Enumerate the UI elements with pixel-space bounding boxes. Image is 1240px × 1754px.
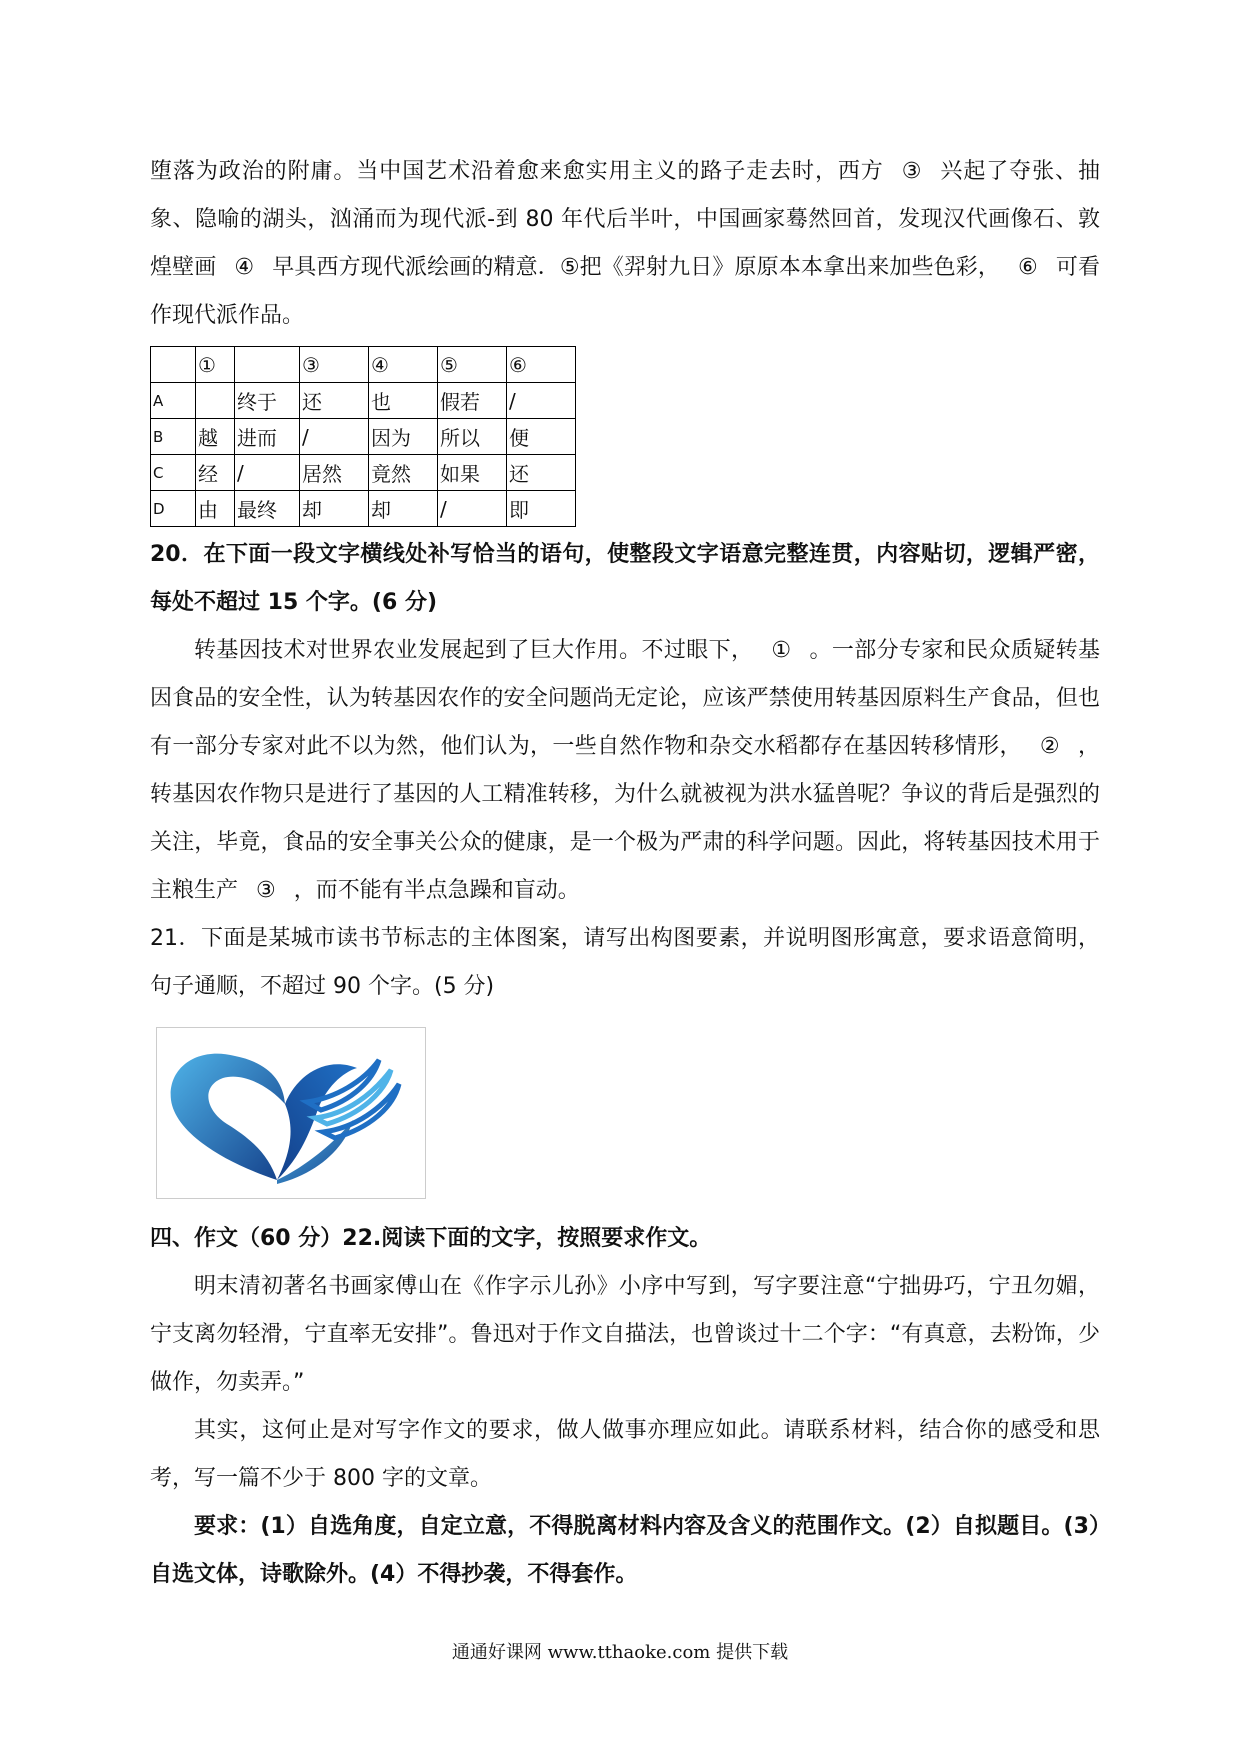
- table-cell: 所以: [438, 419, 507, 455]
- table-cell: /: [235, 455, 300, 491]
- question-21-prompt: 21．下面是某城市读书节标志的主体图案，请写出构图要素，并说明图形寓意，要求语意简明，句子通顺，不超过 90 个字。(5 分): [150, 926, 1100, 999]
- table-cell: 便: [507, 419, 576, 455]
- table-header-row: [151, 347, 576, 383]
- table-cell: 最终: [235, 491, 300, 527]
- reading-festival-logo-image: [156, 1027, 426, 1199]
- table-cell: 假若: [438, 383, 507, 419]
- table-cell: /: [300, 419, 369, 455]
- essay-paragraph-1: 明末清初著名书画家傅山在《作字示儿孙》小序中写到，写字要注意“宁拙毋巧，宁丑勿媚，宁支离勿轻滑，宁直率无安排”。鲁迅对于作文自描法，也曾谈过十二个字：“有真意，去粉饰，少做作，勿卖弄。”: [150, 1274, 1100, 1395]
- options-table: [150, 346, 576, 527]
- table-cell: 也: [369, 383, 438, 419]
- table-cell: 即: [507, 491, 576, 527]
- table-cell: C: [151, 455, 196, 491]
- table-cell: 竟然: [369, 455, 438, 491]
- table-cell: 因为: [369, 419, 438, 455]
- blank-marker: ③: [901, 159, 923, 184]
- table-cell: [235, 347, 300, 383]
- essay-requirements: 要求：(1）自选角度，自定立意，不得脱离材料内容及含义的范围作文。(2）自拟题目。(3）自选文体，诗歌除外。(4）不得抄袭，不得套作。: [150, 1514, 1100, 1587]
- table-cell: [196, 383, 235, 419]
- table-cell: 却: [300, 491, 369, 527]
- table-cell: 终于: [235, 383, 300, 419]
- table-cell: 进而: [235, 419, 300, 455]
- table-cell: A: [151, 383, 196, 419]
- table-cell: B: [151, 419, 196, 455]
- essay-paragraph-2: 其实，这何止是对写字作文的要求，做人做事亦理应如此。请联系材料，结合你的感受和思考，写一篇不少于 800 字的文章。: [150, 1418, 1100, 1491]
- intro-paragraph: 堕落为政治的附庸。当中国艺术沿着愈来愈实用主义的路子走去时，西方 ③ 兴起了夺张、抽象、隐喻的湖头，汹涌而为现代派-到 80 年代后半叶，中国画家蓦然回首，发现汉代画像石、敦煌壁画 ④ 早具西方现代派绘画的精意．⑤把《羿射九日》原原本本拿出来加些色彩， ⑥ 可看作现代派作品。: [150, 159, 1100, 328]
- table-cell: ⑤: [438, 347, 507, 383]
- table-cell: 居然: [300, 455, 369, 491]
- table-cell: /: [507, 383, 576, 419]
- table-cell: ④: [369, 347, 438, 383]
- table-cell: D: [151, 491, 196, 527]
- table-cell: 越: [196, 419, 235, 455]
- table-cell: 由: [196, 491, 235, 527]
- blank-marker: ②: [1039, 734, 1060, 759]
- table-cell: /: [438, 491, 507, 527]
- table-cell: ①: [196, 347, 235, 383]
- table-row: [151, 383, 576, 419]
- table-cell: 还: [507, 455, 576, 491]
- table-cell: 还: [300, 383, 369, 419]
- table-cell: ⑥: [507, 347, 576, 383]
- table-cell: 如果: [438, 455, 507, 491]
- table-row: [151, 491, 576, 527]
- page-footer: 通通好课网 www.tthaoke.com 提供下载: [451, 1642, 789, 1663]
- question-20-body: 转基因技术对世界农业发展起到了巨大作用。不过眼下， ① 。一部分专家和民众质疑转基因食品的安全性，认为转基因农作的安全问题尚无定论，应该严禁使用转基因原料生产食品，但也有一部分专家对此不以为然，他们认为，一些自然作物和杂交水稻都存在基因转移情形， ② ，转基因农作物只是进行了基因的人工精准转移，为什么就被视为洪水猛兽呢？争议的背后是强烈的关注，毕竟，食品的安全事关公众的健康，是一个极为严肃的科学问题。因此，将转基因技术用于主粮生产 ③ ，而不能有半点急躁和盲动。: [150, 638, 1100, 903]
- blank-marker: ③: [256, 878, 276, 903]
- essay-heading: 四、作文（60 分）22.阅读下面的文字，按照要求作文。: [150, 1226, 712, 1251]
- table-row: [151, 419, 576, 455]
- table-cell: [151, 347, 196, 383]
- blank-marker: ①: [771, 638, 792, 663]
- table-cell: 经: [196, 455, 235, 491]
- question-20-prompt: 20．在下面一段文字横线处补写恰当的语句，使整段文字语意完整连贯，内容贴切，逻辑严密，每处不超过 15 个字。(6 分): [150, 542, 1100, 615]
- document-page: [150, 148, 1100, 1599]
- blank-marker: ④: [234, 255, 255, 280]
- heart-book-logo-icon: [157, 1028, 425, 1198]
- table-cell: ③: [300, 347, 369, 383]
- table-cell: 却: [369, 491, 438, 527]
- table-row: [151, 455, 576, 491]
- blank-marker: ⑥: [1018, 255, 1038, 280]
